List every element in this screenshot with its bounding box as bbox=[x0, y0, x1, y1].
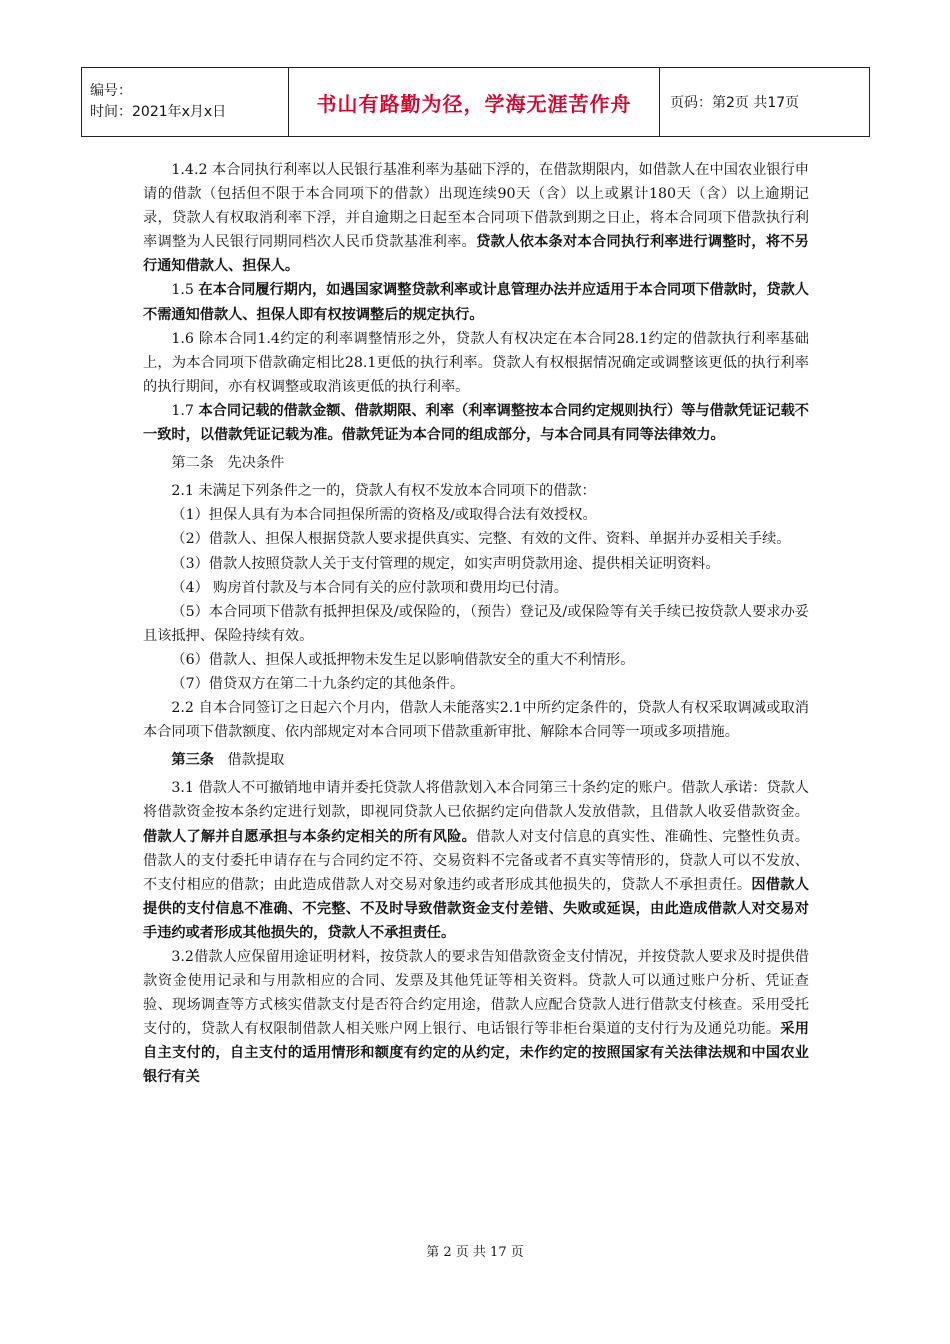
article-number: 第二条 bbox=[171, 455, 214, 472]
header-page-info: 页码：第2页 共17页 bbox=[660, 68, 870, 137]
paragraph-2-2: 2.2 自本合同签订之日起六个月内，借款人未能落实2.1中所约定条件的，贷款人有权采取调减或取消本合同项下借款额度、依内部规定对本合同项下借款重新审批、解除本合同等一项或多项措施。 bbox=[143, 700, 809, 741]
paragraph-3-1 bbox=[143, 776, 809, 945]
header-motto-cell bbox=[289, 68, 660, 137]
paragraph-text: 借款人对支付信息的真实性、准确性、完整性负责。借款人的支付委托申请存在与合同约定不符、交易资料不完备或者不真实等情形的，贷款人可以不发放、不支付相应的借款；由此造成借款人对交易对象违约或者形成其他损失的，贷款人不承担责任。 bbox=[143, 828, 809, 893]
paragraph-bold-text: 借款人了解并自愿承担与本条约定相关的所有风险。 bbox=[143, 828, 477, 845]
paragraph-2-1: 2.1 未满足下列条件之一的，贷款人有权不发放本合同项下的借款： bbox=[171, 483, 596, 500]
paragraph-bold-text: 采用自主支付的，自主支付的适用情形和额度有约定的从约定，未作约定的按照国家有关法律法规和中国农业银行有关 bbox=[143, 1021, 809, 1086]
article-title: 先决条件 bbox=[227, 455, 285, 472]
document-number-label: 编号： bbox=[90, 83, 132, 99]
paragraph-3-2 bbox=[143, 945, 809, 1090]
condition-item-5: （5）本合同项下借款有抵押担保及/或保险的，（预告）登记及/或保险等有关手续已按贷款人要求办妥且该抵押、保险持续有效。 bbox=[143, 603, 809, 644]
page-footer: 第 2 页 共 17 页 bbox=[426, 1245, 524, 1260]
condition-item-2: （2）借款人、担保人根据贷款人要求提供真实、完整、有效的文件、资料、单据并办妥相关手续。 bbox=[171, 531, 791, 548]
header-meta bbox=[82, 68, 289, 137]
condition-item-3: （3）借款人按照贷款人关于支付管理的规定，如实声明贷款用途、提供相关证明资料。 bbox=[171, 555, 720, 572]
condition-item-4: （4） 购房首付款及与本合同有关的应付款项和费用均已付清。 bbox=[171, 579, 568, 596]
paragraph-text: 3.2借款人应保留用途证明材料，按贷款人的要求告知借款资金支付情况，并按贷款人要求及时提供借款资金使用记录和与用款相应的合同、发票及其他凭证等相关资料。贷款人可以通过账户分析、凭证查验、现场调查等方式核实借款支付是否符合约定用途，借款人应配合贷款人进行借款支付核查。采用受托支付的，贷款人有权限制借款人相关账户网上银行、电话银行等非柜台渠道的支付行为及通兑功能。 bbox=[143, 949, 809, 1038]
paragraph-1-5 bbox=[143, 278, 809, 326]
condition-item-6: （6）借款人、担保人或抵押物未发生足以影响借款安全的重大不利情形。 bbox=[171, 651, 635, 668]
article-2-heading bbox=[143, 451, 809, 475]
paragraph-1-4-2 bbox=[143, 158, 809, 278]
document-header bbox=[81, 67, 870, 137]
paragraph-1-6: 1.6 除本合同1.4约定的利率调整情形之外，贷款人有权决定在本合同28.1约定的借款执行利率基础上，为本合同项下借款确定相比28.1更低的执行利率。贷款人有权根据情况确定或调整该更低的执行利率的执行期间，亦有权调整或取消该更低的执行利率。 bbox=[143, 330, 809, 395]
article-number: 第三条 bbox=[171, 752, 214, 769]
paragraph-bold-text: 本合同记载的借款金额、借款期限、利率（利率调整按本合同约定规则执行）等与借款凭证记载不一致时，以借款凭证记载为准。借款凭证为本合同的组成部分，与本合同具有同等法律效力。 bbox=[143, 402, 809, 444]
header-motto: 书山有路勤为径，学海无涯苦作舟 bbox=[316, 91, 632, 116]
clause-number: 1.7 bbox=[171, 402, 199, 419]
document-body bbox=[143, 158, 809, 1090]
clause-number: 1.5 bbox=[171, 282, 199, 299]
paragraph-bold-text: 在本合同履行期内，如遇国家调整贷款利率或计息管理办法并应适用于本合同项下借款时，贷款人不需通知借款人、担保人即有权按调整后的规定执行。 bbox=[143, 282, 809, 323]
article-3-heading bbox=[143, 748, 809, 772]
paragraph-1-7 bbox=[143, 399, 809, 447]
paragraph-bold-text: 贷款人依本条对本合同执行利率进行调整时，将不另行通知借款人、担保人。 bbox=[143, 234, 809, 275]
paragraph-bold-text: 因借款人提供的支付信息不准确、不完整、不及时导致借款资金支付差错、失败或延误，由此造成借款人对交易对手违约或者形成其他损失的，贷款人不承担责任。 bbox=[143, 876, 809, 941]
condition-item-7: （7）借贷双方在第二十九条约定的其他条件。 bbox=[171, 675, 465, 692]
paragraph-text: 3.1 借款人不可撤销地申请并委托贷款人将借款划入本合同第三十条约定的账户。借款人承诺：贷款人将借款资金按本条约定进行划款，即视同贷款人已依据约定向借款人发放借款，且借款人收妥借款资金。 bbox=[143, 780, 809, 821]
document-date: 时间：2021年x月x日 bbox=[90, 104, 227, 120]
condition-item-1: （1）担保人具有为本合同担保所需的资格及/或取得合法有效授权。 bbox=[171, 507, 597, 524]
article-title: 借款提取 bbox=[227, 752, 285, 769]
paragraph-text: 1.4.2 本合同执行利率以人民银行基准利率为基础下浮的，在借款期限内，如借款人在中国农业银行申请的借款（包括但不限于本合同项下的借款）出现连续90天（含）以上或累计180天（含）以上逾期记录，贷款人有权取消利率下浮，并自逾期之日起至本合同项下借款到期之日止，将本合同项下借款执行利率调整为人民银行同期同档次人民币贷款基准利率。 bbox=[143, 162, 809, 251]
